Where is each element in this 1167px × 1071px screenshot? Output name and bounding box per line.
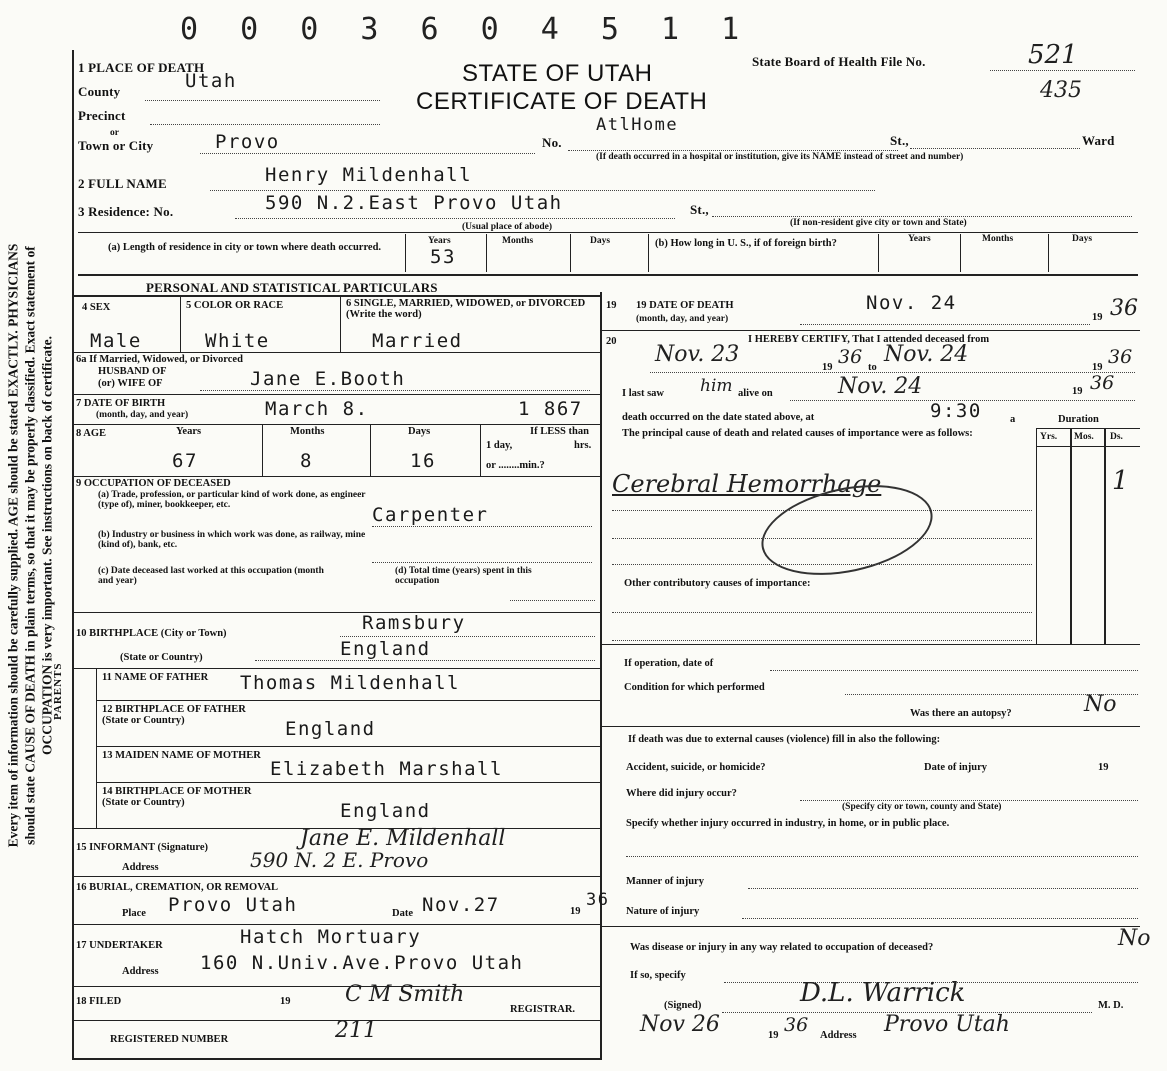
address-label: Address (820, 1030, 857, 1041)
to-label: to (868, 362, 877, 373)
dob-year: 1 867 (518, 398, 583, 420)
autopsy-value: No (1084, 692, 1117, 717)
operation-line (770, 670, 1138, 671)
burial-year: 36 (586, 890, 610, 910)
us-days-label: Days (1072, 234, 1093, 244)
injury-date-label: Date of injury (924, 762, 987, 773)
birthplace-city-line (340, 636, 595, 637)
filed-label: 18 FILED (76, 996, 122, 1007)
doctor-address: Provo Utah (884, 1012, 1010, 1037)
age-days-value: 16 (410, 450, 436, 472)
full-name-line (210, 190, 875, 191)
duration-label: Duration (1058, 414, 1099, 425)
lastsaw-label: I last saw (622, 388, 665, 399)
us-years-label: Years (908, 234, 931, 244)
cause-value: Cerebral Hemorrhage (612, 470, 882, 498)
to-year: 36 (1108, 346, 1133, 368)
burial-label: 16 BURIAL, CREMATION, OR REMOVAL (76, 882, 279, 893)
st-label: St., (890, 133, 909, 148)
row-17-top (72, 924, 600, 925)
lastsaw-who: him (700, 376, 733, 396)
undertaker-value: Hatch Mortuary (240, 926, 422, 948)
certify-text: I HEREBY CERTIFY, That I attended deceased from (748, 334, 990, 345)
residence-st-label: St., (690, 202, 709, 217)
certify-num: 20 (606, 336, 617, 347)
undertaker-address-label: Address (122, 966, 159, 977)
occupation-b-line (372, 562, 592, 563)
dod-year: 36 (1110, 296, 1138, 321)
where-label: Where did injury occur? (626, 788, 737, 799)
birthplace-city: Ramsbury (362, 612, 466, 634)
father-birthplace-value: England (285, 718, 376, 740)
res-col-3 (570, 234, 571, 272)
condition-label: Condition for which performed (624, 682, 765, 693)
birthplace-label: 10 BIRTHPLACE (City or Town) (76, 628, 227, 639)
age-months-value: 8 (300, 450, 313, 472)
mother-value: Elizabeth Marshall (270, 758, 503, 780)
attended-from: Nov. 23 (655, 342, 740, 367)
cause-line-2 (612, 510, 1032, 511)
place-of-death-label: 1 PLACE OF DEATH (78, 60, 205, 75)
dod-label: 19 DATE OF DEATH (636, 300, 734, 311)
or-label: or (110, 128, 119, 138)
dur-col-1 (1036, 428, 1037, 644)
sidebar-line-3: OCCUPATION is very important. See instructions on back of certificate. (39, 335, 55, 756)
row-6a-top (72, 352, 600, 353)
precinct-label: Precinct (78, 108, 126, 123)
hrs-label: hrs. (574, 440, 592, 451)
parents-divider (96, 668, 97, 828)
less-label: If LESS than (530, 426, 589, 437)
res-col-1 (405, 234, 406, 272)
personal-title: PERSONAL AND STATISTICAL PARTICULARS (146, 280, 438, 295)
reg-number-label: REGISTERED NUMBER (110, 1034, 229, 1045)
other-line-2 (612, 640, 1032, 641)
nonresident-note: (If non-resident give city or town and State) (790, 218, 967, 228)
row-operation-top (600, 644, 1140, 645)
birthplace-state-label: (State or Country) (120, 652, 203, 663)
row-8-top (72, 424, 600, 425)
res-top-line (78, 232, 1138, 233)
disease-value: No (1118, 926, 1151, 951)
row-20-top (600, 330, 1140, 331)
parents-vertical-label: PARENTS (52, 662, 64, 720)
undertaker-address: 160 N.Univ.Ave.Provo Utah (200, 952, 524, 974)
signed-date: Nov 26 (640, 1012, 720, 1037)
occupation-d-label: (d) Total time (years) spent in this occupation (395, 566, 532, 586)
undertaker-label: 17 UNDERTAKER (76, 940, 163, 951)
burial-place-label: Place (122, 908, 146, 919)
row-11-top (72, 668, 600, 669)
signed-label: (Signed) (664, 1000, 702, 1011)
days-label: Days (590, 236, 611, 246)
reg-number: 211 (335, 1018, 377, 1043)
age-col-3 (480, 424, 481, 476)
spouse-label-b: HUSBAND OF (98, 366, 167, 377)
occupation-a-label: (a) Trade, profession, or particular kind of work done, as engineer (type of), miner, bookkeeper, etc. (98, 490, 366, 510)
from-year: 36 (838, 346, 863, 368)
row-13-top (96, 746, 600, 747)
burial-date: Nov.27 (422, 894, 500, 916)
certificate-title: CERTIFICATE OF DEATH (416, 88, 708, 115)
informant-address: 590 N. 2 E. Provo (250, 848, 429, 872)
other-line-1 (612, 612, 1032, 613)
duration-top (1036, 428, 1140, 429)
cause-label: The principal cause of death and related causes of importance were as follows: (622, 428, 973, 439)
age-label: 8 AGE (76, 428, 107, 439)
time-value: 9:30 (930, 400, 982, 422)
external-label: If death was due to external causes (violence) fill in also the following: (628, 734, 941, 745)
cause-duration: 1 (1112, 466, 1129, 496)
bottom-border (72, 1058, 602, 1060)
state-title: STATE OF UTAH (462, 60, 653, 87)
age-years-value: 67 (172, 450, 198, 472)
alive-on-label: alive on (738, 388, 773, 399)
mother-label: 13 MAIDEN NAME OF MOTHER (102, 750, 261, 761)
burial-place: Provo Utah (168, 894, 298, 916)
to-year-prefix: 19 (1092, 362, 1103, 373)
spouse-value: Jane E.Booth (250, 368, 406, 390)
st-line (910, 148, 1080, 149)
dod-value: Nov. 24 (866, 292, 957, 314)
cause-line-4 (612, 564, 1032, 565)
res-col-7 (1048, 234, 1049, 272)
lastsaw-date: Nov. 24 (838, 374, 923, 399)
dur-col-2 (1070, 428, 1072, 644)
us-residence-label: (b) How long in U. S., if of foreign birth? (655, 238, 837, 249)
occurred-label: death occurred on the date stated above, at (622, 412, 815, 423)
informant-label: 15 INFORMANT (Signature) (76, 842, 209, 853)
attended-to: Nov. 24 (884, 342, 969, 367)
ward-label: Ward (1082, 133, 1115, 148)
where-note: (Specify city or town, county and State) (842, 802, 1002, 812)
age-col-2 (370, 424, 371, 476)
left-border (72, 50, 74, 1060)
occupation-a-line (372, 526, 592, 527)
full-name-value: Henry Mildenhall (265, 164, 473, 186)
nature-line (742, 918, 1138, 919)
lastsaw-year-prefix: 19 (1072, 386, 1083, 397)
res-col-2 (486, 234, 487, 272)
mother-birthplace-value: England (340, 800, 431, 822)
filed-year-prefix: 19 (280, 996, 291, 1007)
occupation-b-label: (b) Industry or business in which work was done, as railway, mine (kind of), bank, etc. (98, 530, 366, 550)
county-value: Utah (185, 70, 237, 92)
specify-label: Specify whether injury occurred in industry, in home, or in public place. (626, 818, 950, 829)
years-value: 53 (430, 246, 456, 268)
row-12-top (96, 700, 600, 701)
no-line (568, 150, 898, 151)
row-10-top (72, 612, 600, 613)
occupation-a-value: Carpenter (372, 504, 489, 526)
res-col-4 (648, 234, 649, 272)
res-col-5 (878, 234, 879, 272)
operation-label: If operation, date of (624, 658, 714, 669)
dod-num: 19 (606, 300, 617, 311)
residence-value: 590 N.2.East Provo Utah (265, 192, 563, 214)
occupation-c-label: (c) Date deceased last worked at this occupation (month and year) (98, 566, 324, 586)
spouse-label-a: 6a If Married, Widowed, or Divorced (76, 354, 243, 365)
dob-sub: (month, day, and year) (96, 410, 189, 420)
row-external-top (600, 726, 1140, 727)
us-months-label: Months (982, 234, 1014, 244)
burial-date-label: Date (392, 908, 413, 919)
no-label: No. (542, 135, 562, 150)
dob-label: 7 DATE OF BIRTH (76, 398, 166, 409)
res-col-6 (960, 234, 961, 272)
precinct-line (150, 124, 380, 125)
sex-divider (180, 296, 181, 352)
file-no-2: 435 (1040, 78, 1082, 103)
md-label: M. D. (1098, 1000, 1124, 1011)
dod-sub: (month, day, and year) (636, 314, 729, 324)
row-14-top (96, 782, 600, 783)
file-no-line (990, 70, 1135, 71)
mos-label: Mos. (1074, 432, 1094, 442)
marital-label: 6 SINGLE, MARRIED, WIDOWED, or DIVORCED (Write the word) (346, 298, 586, 320)
where-line (800, 800, 1138, 801)
ifso-label: If so, specify (630, 970, 686, 981)
file-no: 521 (1028, 40, 1078, 70)
signed-year-prefix: 19 (768, 1030, 779, 1041)
serial-number: 0 0 0 3 6 0 4 5 1 1 (180, 12, 752, 47)
dob-value: March 8. (265, 398, 369, 420)
yrs-label: Yrs. (1040, 432, 1058, 442)
age-years-label: Years (176, 426, 202, 437)
burial-year-prefix: 19 (570, 906, 581, 917)
residence-st-line (712, 216, 1132, 217)
town-value: Provo (215, 131, 280, 153)
specify-line (626, 856, 1138, 857)
color-label: 5 COLOR OR RACE (186, 300, 284, 311)
father-value: Thomas Mildenhall (240, 672, 460, 694)
sex-value: Male (90, 330, 142, 352)
sidebar-line-2: should state CAUSE OF DEATH in plain terms, so that it may be properly classified. Exact statement of (22, 246, 38, 845)
row-7-top (72, 394, 600, 395)
residence-line (235, 218, 675, 219)
day-label: 1 day, (486, 440, 513, 451)
age-months-label: Months (290, 426, 325, 437)
usual-abode-note: (Usual place of abode) (462, 222, 552, 232)
dod-line (800, 324, 1090, 325)
attended-line (650, 372, 1135, 373)
age-days-label: Days (408, 426, 431, 437)
sidebar-line-1: Every item of information should be carefully supplied. AGE should be stated EXACTLY. PHYSICIANS (5, 243, 21, 848)
registrar-signature: C M Smith (345, 982, 465, 1007)
manner-line (748, 888, 1138, 889)
years-label: Years (428, 236, 451, 246)
spouse-line (200, 390, 590, 391)
full-name-label: 2 FULL NAME (78, 176, 167, 191)
signed-year: 36 (784, 1014, 809, 1036)
other-causes-label: Other contributory causes of importance: (624, 578, 811, 589)
color-divider (340, 296, 341, 352)
sex-label: 4 SEX (82, 302, 111, 313)
cause-line-3 (612, 538, 1032, 539)
occupation-d-line (510, 600, 595, 601)
length-residence-label: (a) Length of residence in city or town where death occurred. (108, 242, 382, 253)
row-16-top (72, 876, 600, 877)
duration-head-bottom (1036, 446, 1140, 447)
birthplace-country: England (340, 638, 431, 660)
age-col-1 (262, 424, 263, 476)
personal-top-line (72, 295, 600, 297)
spouse-label-c: (or) WIFE OF (98, 378, 163, 389)
color-value: White (205, 330, 270, 352)
marital-value: Married (372, 330, 463, 352)
disease-label: Was disease or injury in any way related to occupation of deceased? (630, 942, 934, 953)
father-birthplace-label: 12 BIRTHPLACE OF FATHER (State or Country) (102, 704, 246, 726)
months-label: Months (502, 236, 534, 246)
dod-year-prefix: 19 (1092, 312, 1103, 323)
or-min-label: or ........min.? (486, 460, 545, 471)
sidebar-instructions (5, 46, 56, 1046)
manner-label: Manner of injury (626, 876, 704, 887)
mother-birthplace-label: 14 BIRTHPLACE OF MOTHER (State or Country) (102, 786, 252, 808)
dur-col-3 (1104, 428, 1106, 644)
time-suffix: a (1010, 414, 1016, 425)
hospital-note: (If death occurred in a hospital or institution, give its NAME instead of street and number) (596, 152, 964, 162)
informant-address-label: Address (122, 862, 159, 873)
ds-label: Ds. (1110, 432, 1123, 442)
county-line (145, 100, 380, 101)
from-year-prefix: 19 (822, 362, 833, 373)
county-label: County (78, 84, 121, 99)
nature-label: Nature of injury (626, 906, 700, 917)
doctor-signature: D.L. Warrick (800, 978, 966, 1008)
informant-signature: Jane E. Mildenhall (300, 826, 506, 851)
lastsaw-year: 36 (1090, 372, 1115, 394)
father-label: 11 NAME OF FATHER (102, 672, 209, 683)
occupation-label: 9 OCCUPATION OF DECEASED (76, 478, 231, 489)
registrar-label: REGISTRAR. (510, 1004, 576, 1015)
town-line (200, 153, 535, 154)
injury-year-prefix: 19 (1098, 762, 1109, 773)
row-9-top (72, 476, 600, 477)
autopsy-label: Was there an autopsy? (910, 708, 1012, 719)
residence-label: 3 Residence: No. (78, 204, 174, 219)
accident-label: Accident, suicide, or homicide? (626, 762, 766, 773)
file-no-label: State Board of Health File No. (752, 54, 926, 69)
res-bottom-line (78, 274, 1138, 276)
row-18-top (72, 986, 600, 987)
center-divider (600, 292, 602, 1060)
birthplace-country-line (255, 660, 595, 661)
row-disease-top (600, 926, 1140, 927)
no-value: AtlHome (596, 115, 679, 135)
town-label: Town or City (78, 138, 154, 153)
